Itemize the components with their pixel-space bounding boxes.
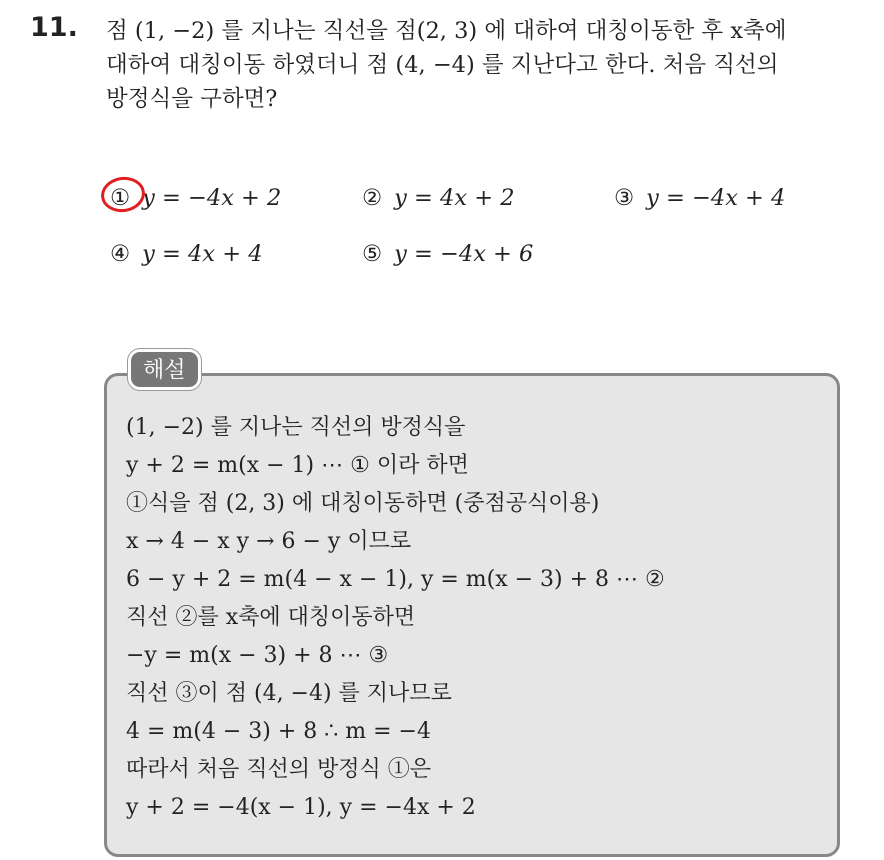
choice-number: ①	[110, 185, 131, 211]
choice-equation: y = −4x + 2	[142, 185, 282, 211]
solution-line: −y = m(x − 3) + 8 ⋯ ③	[126, 643, 389, 668]
choice-5[interactable]	[362, 239, 533, 269]
solution-line: (1, −2) 를 지나는 직선의 방정식을	[126, 415, 466, 440]
solution-line: ①식을 점 (2, 3) 에 대칭이동하면 (중점공식이용)	[126, 491, 600, 516]
solution-line: 4 = m(4 − 3) + 8 ∴ m = −4	[126, 719, 431, 744]
question-text	[106, 14, 866, 116]
solution-line: 직선 ③이 점 (4, −4) 를 지나므로	[126, 681, 452, 706]
question-number: 11.	[30, 12, 78, 43]
solution-line: 직선 ②를 x축에 대칭이동하면	[126, 605, 416, 630]
choice-number: ④	[110, 241, 131, 267]
solution-text	[126, 409, 826, 827]
choice-2[interactable]	[362, 183, 515, 213]
choice-number: ⑤	[362, 241, 383, 267]
solution-line: 따라서 처음 직선의 방정식 ①은	[126, 757, 431, 782]
question-line: 방정식을 구하면?	[106, 86, 278, 112]
solution-tag: 해설	[128, 349, 201, 390]
solution-line: x → 4 − x y → 6 − y 이므로	[126, 529, 412, 554]
choice-number: ③	[614, 185, 635, 211]
question-line: 대하여 대칭이동 하였더니 점 (4, −4) 를 지난다고 한다. 처음 직선의	[106, 52, 779, 78]
choice-equation: y = −4x + 4	[646, 185, 786, 211]
solution-line: 6 − y + 2 = m(4 − x − 1), y = m(x − 3) + 8 ⋯ ②	[126, 567, 665, 592]
solution-line: y + 2 = −4(x − 1), y = −4x + 2	[126, 795, 476, 820]
choice-equation: y = 4x + 4	[142, 241, 263, 267]
choice-number: ②	[362, 185, 383, 211]
choice-equation: y = 4x + 2	[394, 185, 515, 211]
choice-3[interactable]	[614, 183, 785, 213]
choice-4[interactable]	[110, 239, 263, 269]
question-line: 점 (1, −2) 를 지나는 직선을 점(2, 3) 에 대하여 대칭이동한 후 x축에	[106, 18, 787, 44]
choice-equation: y = −4x + 6	[394, 241, 534, 267]
solution-line: y + 2 = m(x − 1) ⋯ ① 이라 하면	[126, 453, 469, 478]
